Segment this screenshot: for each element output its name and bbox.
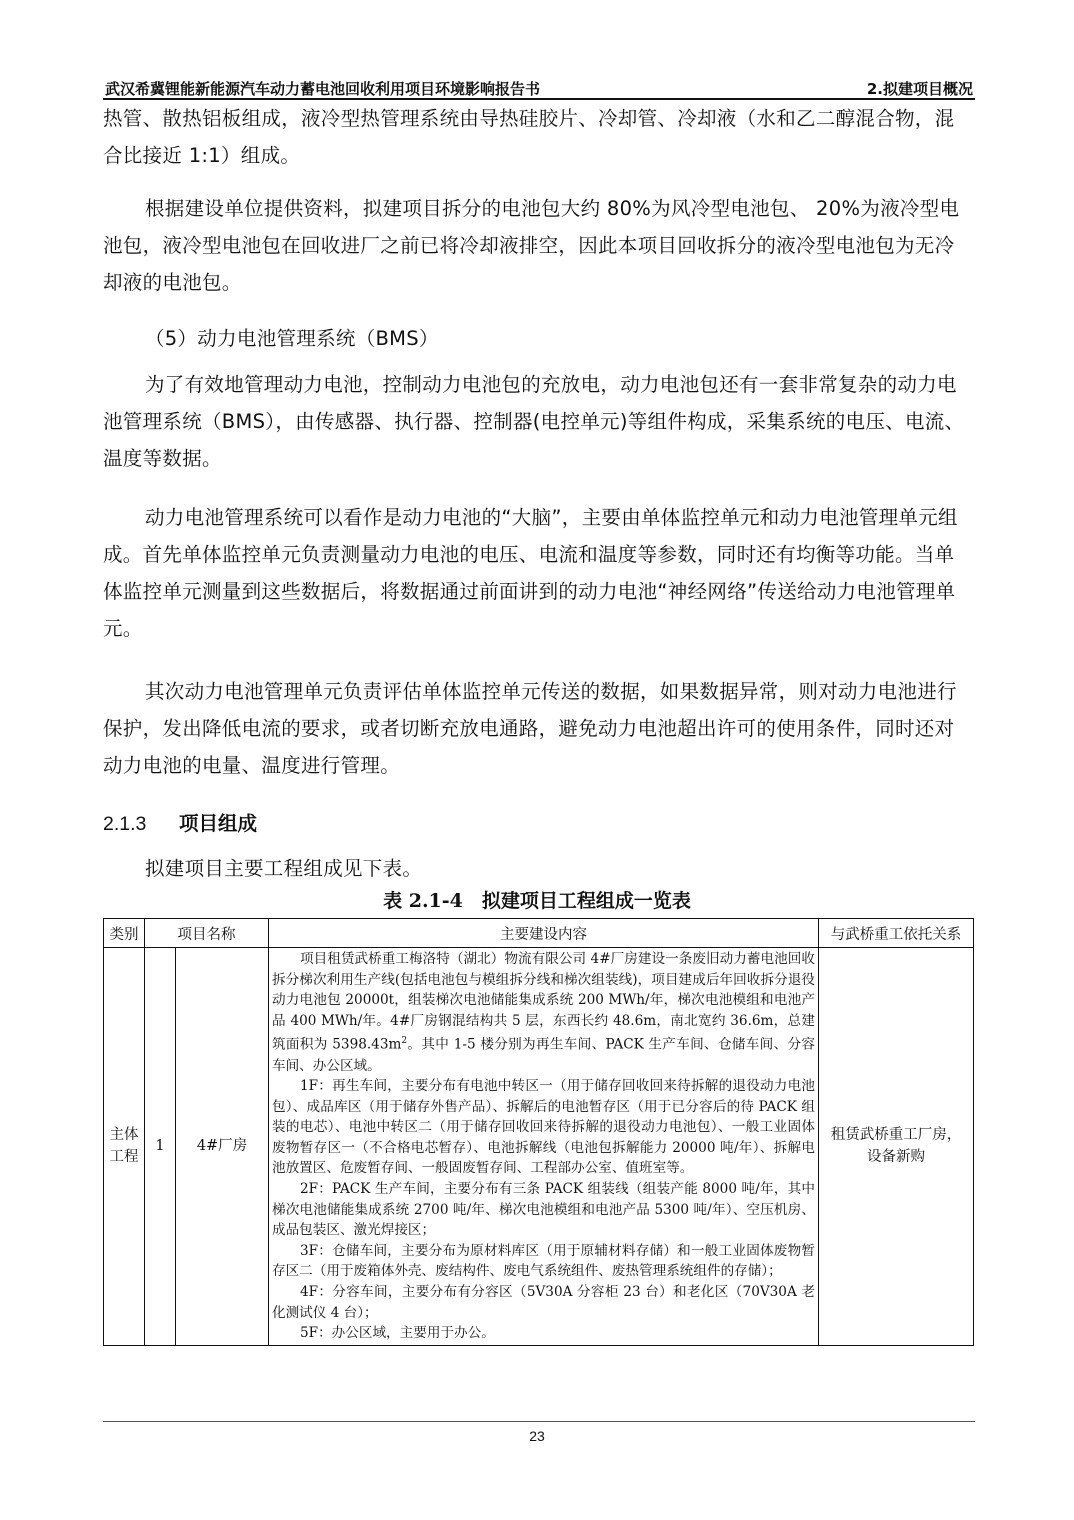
content-floor-5: 5F：办公区域，主要用于办公。 (300, 1325, 495, 1342)
paragraph-2: 根据建设单位提供资料，拟建项目拆分的电池包大约 80%为风冷型电池包、 20%为液冷型电池包，液冷型电池包在回收进厂之前已将冷却液排空，因此本项目回收拆分的液冷型电池包为无冷却液的电池包。 (103, 197, 960, 294)
cell-relation: 租赁武桥重工厂房，设备新购 (819, 948, 974, 1346)
table-header-row (104, 919, 974, 948)
table-row (104, 948, 974, 1346)
footer-divider (103, 1421, 975, 1422)
section-heading (103, 808, 257, 836)
section-title: 项目组成 (179, 812, 258, 835)
content-floor-2: 2F：PACK 生产车间，主要分布有三条 PACK 组装线（组装产能 8000 吨/年，其中梯次电池储能集成系统 2700 吨/年、梯次电池模组和电池产品 5300 吨/年）、空压机房、成品包装区、激光焊接区； (272, 1181, 815, 1239)
paragraph-5: 动力电池管理系统可以看作是动力电池的“大脑”，主要由单体监控单元和动力电池管理单元组成。首先单体监控单元负责测量动力电池的电压、电流和温度等参数，同时还有均衡等功能。当单体监控单元测量到这些数据后，将数据通过前面讲到的动力电池“神经网络”传送给动力电池管理单元。 (103, 506, 958, 640)
content-intro (272, 949, 815, 1076)
content-intro-text: 项目租赁武桥重工梅洛特（湖北）物流有限公司 4#厂房建设一条废旧动力蓄电池回收拆分梯次利用生产线(包括电池包与模组拆分线和梯次组装线)，项目建成后年回收拆分退役动力电池包 20000t，组装梯次电池储能集成系统 200 MWh/年，梯次电池模组和电池产品 400 MWh/年。4#厂房钢混结构共 5 层，东西长约 48.6m，南北宽约 36.6m，总建筑面积为 5398.43m (272, 951, 815, 1053)
paragraph-3-subheading: （5）动力电池管理系统（BMS） (145, 327, 439, 350)
table-intro: 拟建项目主要工程组成见下表。 (145, 857, 423, 880)
paragraph-1: 热管、散热铝板组成，液冷型热管理系统由导热硅胶片、冷却管、冷却液（水和乙二醇混合物，混合比接近 1:1）组成。 (103, 107, 955, 167)
page-header (103, 76, 975, 98)
paragraph-4: 为了有效地管理动力电池，控制动力电池包的充放电，动力电池包还有一套非常复杂的动力电池管理系统（BMS），由传感器、执行器、控制器(电控单元)等组件构成，采集系统的电压、电流、温度等数据。 (103, 373, 965, 470)
content-intro-text-end: 。其中 1-5 楼分别为再生车间、PACK 生产车间、仓储车间、分容车间、办公区域。 (272, 1036, 815, 1074)
cell-category: 主体工程 (104, 948, 145, 1346)
table-caption: 表 2.1-4 拟建项目工程组成一览表 (383, 890, 691, 912)
content-intro-sup: 2 (401, 1036, 408, 1047)
page-number: 23 (529, 1428, 545, 1444)
header-category: 类别 (104, 919, 145, 948)
cell-content (269, 948, 819, 1346)
header-project-name: 项目名称 (145, 919, 269, 948)
chapter-title: 2.拟建项目概况 (866, 80, 973, 98)
project-composition-table (103, 918, 974, 1346)
cell-index: 1 (145, 948, 176, 1346)
section-number: 2.1.3 (103, 813, 147, 835)
content-floor-1: 1F：再生车间，主要分布有电池中转区一（用于储存回收回来待拆解的退役动力电池包）、成品库区（用于储存外售产品）、拆解后的电池暂存区（用于已分容后的待 PACK 组装的电芯）、电池中转区二（用于储存回收回来待拆解的退役动力电池包）、一般工业固体废物暂存区一（不合格电芯暂存）、电池拆解线（电池包拆解能力 20000 吨/年）、拆解电池放置区、危废暂存间、一般固废暂存间、工程部办公室、值班室等。 (272, 1078, 815, 1177)
content-floor-4: 4F：分容车间，主要分布有分容区（5V30A 分容柜 23 台）和老化区（70V30A 老化测试仪 4 台）； (272, 1284, 815, 1321)
paragraph-6: 其次动力电池管理单元负责评估单体监控单元传送的数据，如果数据异常，则对动力电池进行保护，发出降低电流的要求，或者切断充放电通路，避免动力电池超出许可的使用条件，同时还对动力电池的电量、温度进行管理。 (103, 680, 957, 777)
cell-name: 4#厂房 (176, 948, 269, 1346)
report-title: 武汉希冀锂能新能源汽车动力蓄电池回收利用项目环境影响报告书 (105, 80, 541, 98)
header-relation: 与武桥重工依托关系 (819, 919, 974, 948)
content-floor-3: 3F：仓储车间，主要分布为原材料库区（用于原辅材料存储）和一般工业固体废物暂存区二（用于废箱体外壳、废结构件、废电气系统组件、废热管理系统组件的存储）； (272, 1242, 815, 1280)
header-content: 主要建设内容 (269, 919, 819, 948)
